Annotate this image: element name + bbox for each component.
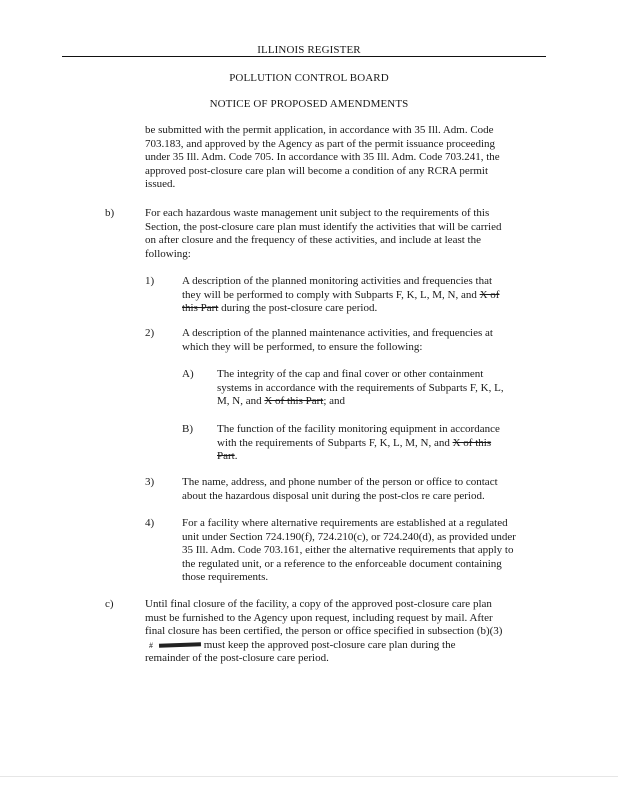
text-line: must be furnished to the Agency upon request, including request by mail. After [145,611,493,624]
subitem-a-text [217,368,504,409]
text-run: ; and [323,395,346,408]
text-line: For each hazardous waste management unit subject to the requirements of this [145,207,490,219]
text-line: A description of the planned maintenance activities, and frequencies at [182,327,493,339]
text-run: must keep the approved post-closure care plan during the [203,638,456,651]
text-line: under 35 Ill. Adm. Code 705. In accordance with 35 Ill. Adm. Code 703.241, the [145,151,500,164]
item-4-text [182,517,516,585]
subsection-label-b: b) [105,207,115,219]
text-line: Until final closure of the facility, a copy of the approved post-closure care plan [145,598,492,610]
text-line [182,302,499,316]
text-line [145,639,502,653]
text-line: 35 Ill. Adm. Code 703.161, either the alternative requirements that apply to [182,544,514,557]
text-line: be submitted with the permit application, in accordance with 35 Ill. Adm. Code [145,124,494,136]
text-line: For a facility where alternative requirements are established at a regulated [182,517,508,529]
subsection-c-text [145,598,502,666]
struck-text: Part [217,450,235,463]
subitem-label-b: B) [182,423,193,435]
text-line [217,437,500,451]
text-line [217,450,500,464]
item-1-text [182,275,499,316]
text-line: those requirements. [182,571,269,584]
text-line: on after closure and the frequency of these activities, and include at least the [145,234,481,247]
text-run: they will be performed to comply with Subparts F, K, L, M, N, and [182,288,480,301]
text-line: the regulated unit, or a reference to the enforceable document containing [182,557,502,570]
item-label-3: 3) [145,476,155,488]
notice-title: NOTICE OF PROPOSED AMENDMENTS [209,98,409,110]
text-line: The name, address, and phone number of the person or office to contact [182,476,498,488]
text-line: unit under Section 724.190(f), 724.210(c), or 724.240(d), as provided under [182,530,516,543]
redaction-mark [159,643,201,648]
text-run: during the post-closure care period. [218,302,378,315]
register-title: ILLINOIS REGISTER [257,44,361,56]
header-rule [62,56,546,57]
text-line: 703.183, and approved by the Agency as part of the permit issuance proceeding [145,137,496,150]
struck-text: X of this Part [264,395,324,408]
text-line: systems in accordance with the requirements of Subparts F, K, L, [217,381,504,394]
text-line [217,395,504,409]
text-run: with the requirements of Subparts F, K, L, M, N, and [217,436,453,449]
struck-text: this Part [182,302,219,315]
text-line: The function of the facility monitoring equipment in accordance [217,423,500,435]
item-label-2: 2) [145,327,155,339]
text-line: The integrity of the cap and final cover or other containment [217,368,484,380]
scan-edge [0,776,618,777]
text-line: issued. [145,178,176,191]
text-line: following: [145,247,191,260]
text-line: which they will be performed, to ensure the following: [182,340,423,353]
item-2-text [182,327,493,354]
text-run: . [234,450,238,463]
board-title: POLLUTION CONTROL BOARD [229,72,389,84]
text-line: A description of the planned monitoring activities and frequencies that [182,275,493,287]
text-line: final closure has been certified, the person or office specified in subsection (b)(3) [145,625,503,638]
subitem-b-text [217,423,500,464]
subitem-label-a: A) [182,368,194,380]
text-line [182,289,499,303]
item-3-text [182,476,498,503]
subsection-label-c: c) [105,598,114,610]
subsection-b-text [145,207,501,261]
item-label-1: 1) [145,275,155,287]
text-line: remainder of the post-closure care period. [145,652,329,665]
stray-mark: # [149,640,153,650]
text-line: approved post-closure care plan will become a condition of any RCRA permit [145,164,489,177]
text-run: M, N, and [217,395,265,408]
item-label-4: 4) [145,517,155,529]
struck-text: X of this [452,436,492,449]
struck-text: X of [479,288,500,301]
text-line: about the hazardous disposal unit during the post-clos re care period. [182,489,485,502]
text-line: Section, the post-closure care plan must identify the activities that will be carried [145,220,502,233]
intro-paragraph [145,124,500,192]
